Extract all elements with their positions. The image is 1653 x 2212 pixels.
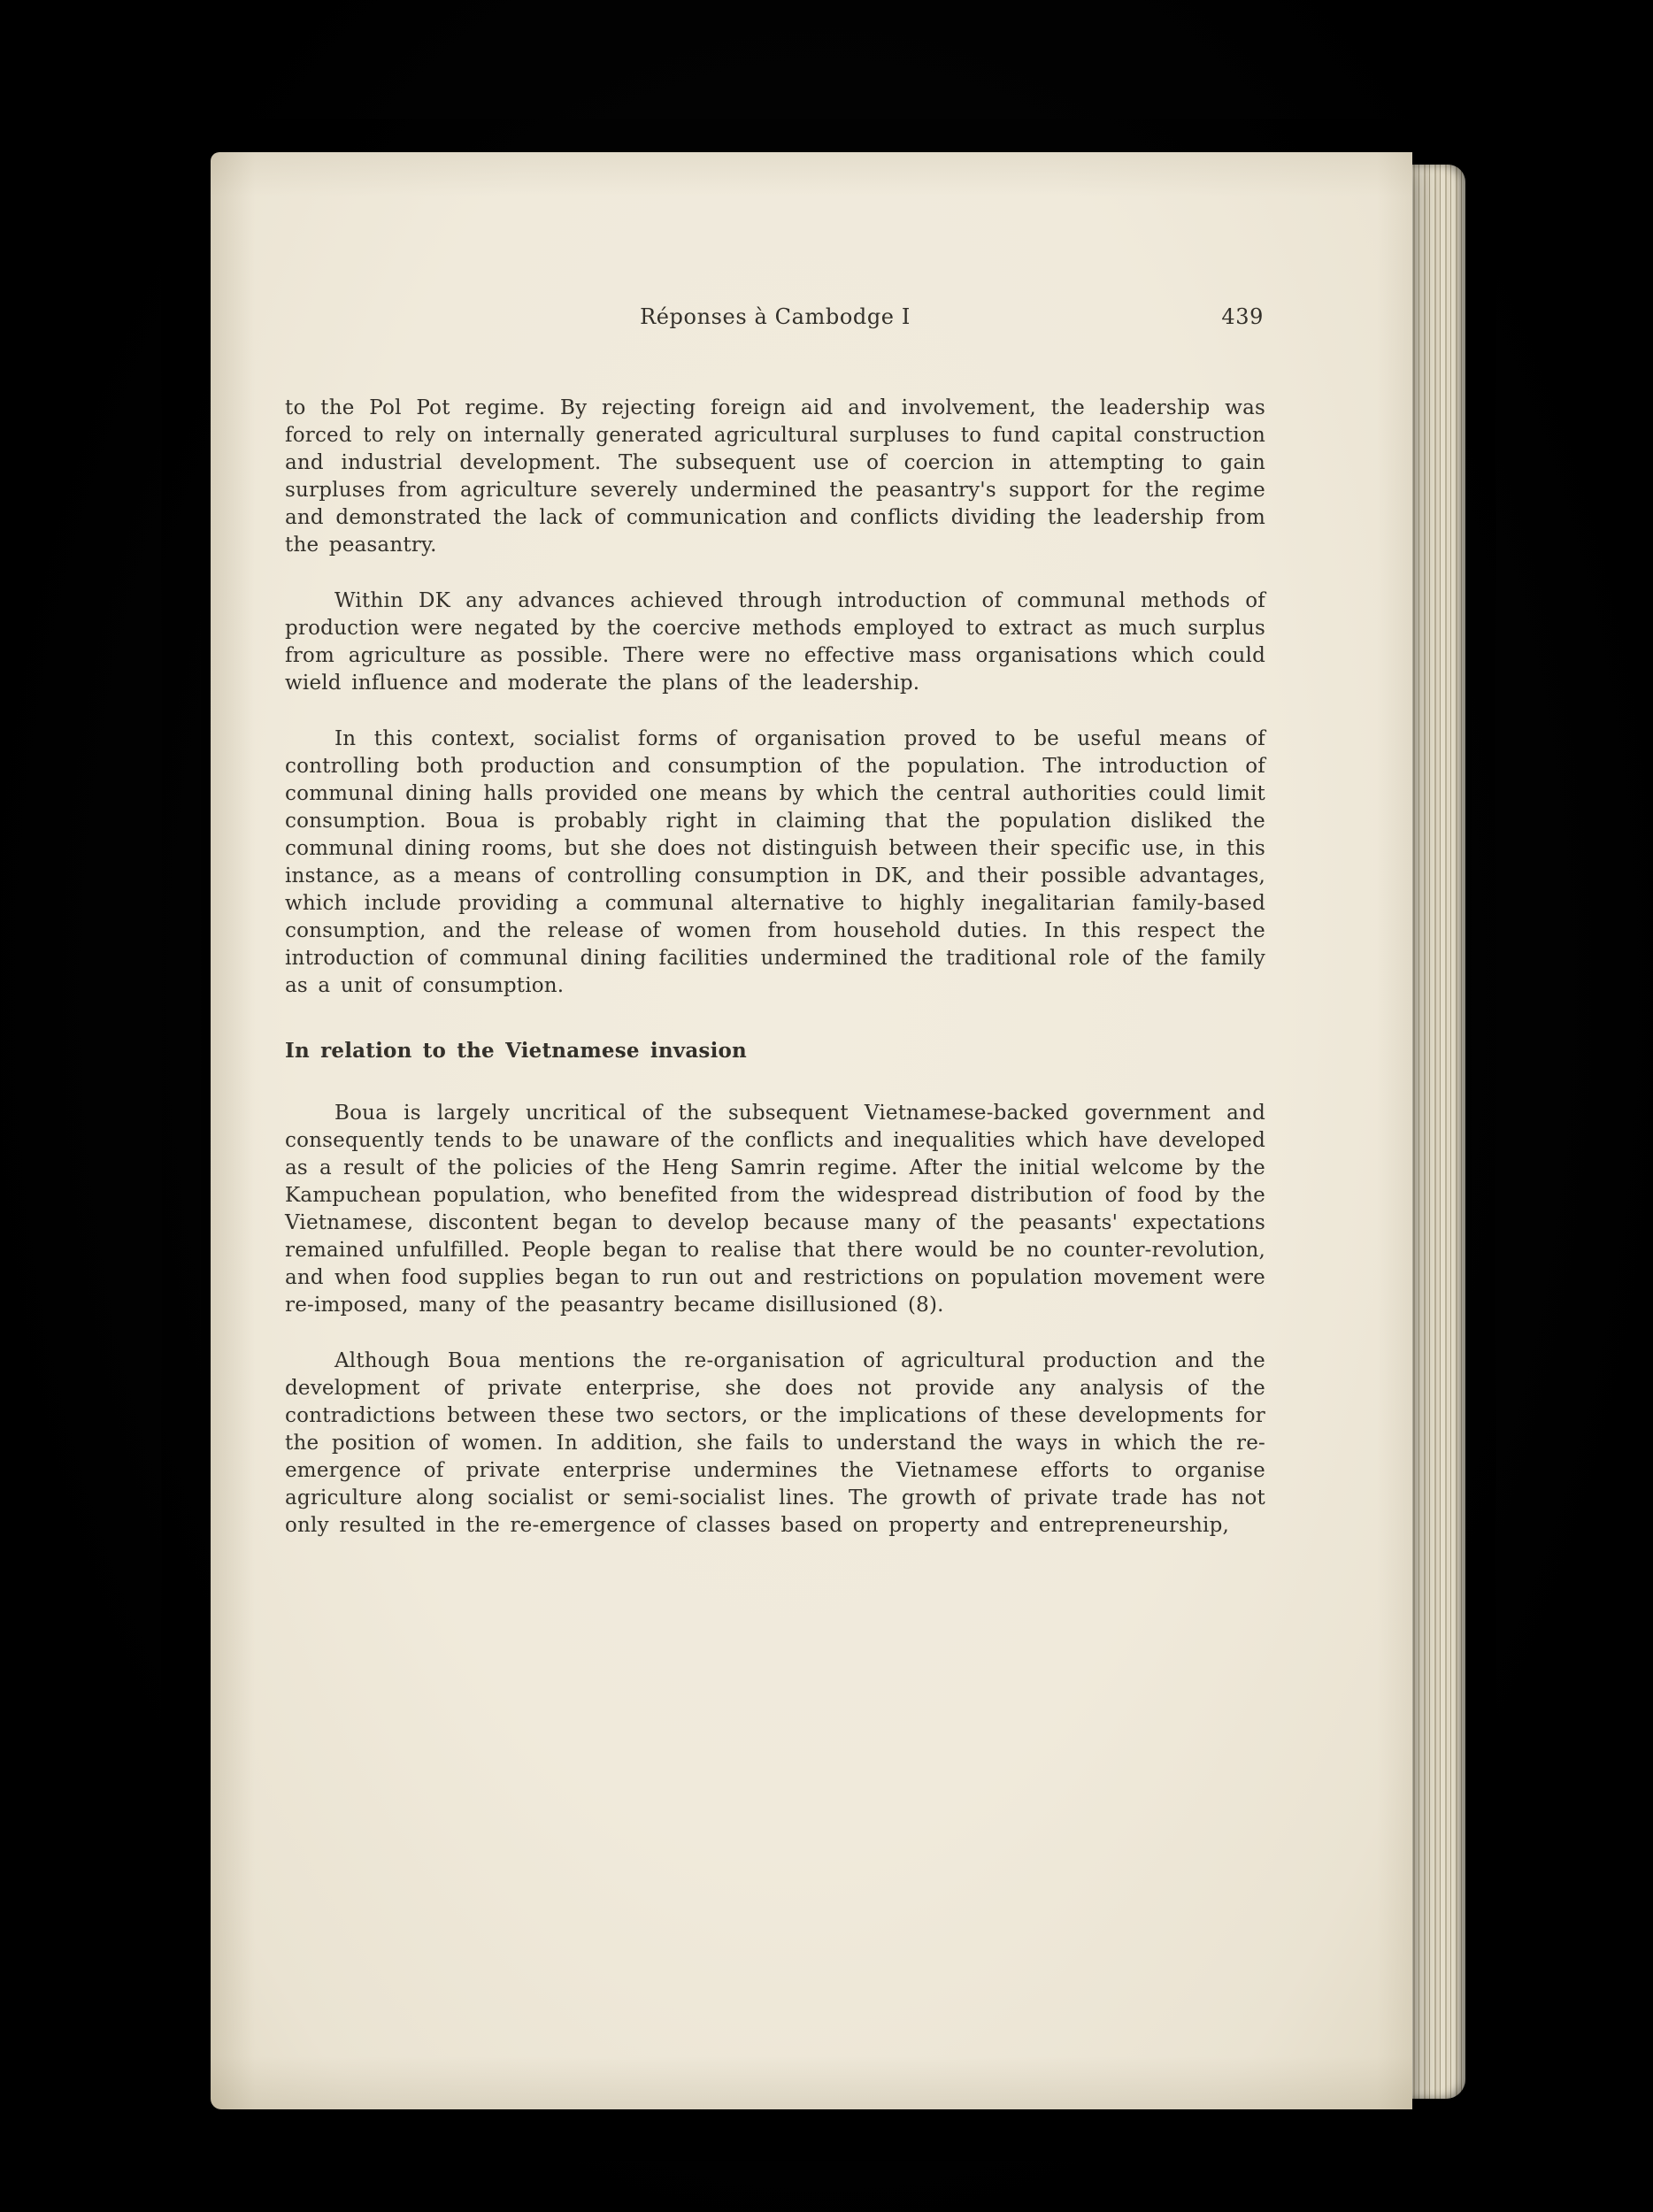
paragraph-2: Within DK any advances achieved through introduction of communal methods of production were negated by the coercive methods employed to extract as much surplus from agriculture as possible. There were no effective mass organisations which could wield influence and moderate the plans of the leadership. bbox=[285, 589, 1265, 695]
section-heading: In relation to the Vietnamese invasion bbox=[285, 1039, 747, 1063]
paragraph-5: Although Boua mentions the re-organisation of agricultural production and the development of private enterprise, she does not provide any analysis of the contradictions between these two sectors, or the implications of these developments for the position of women. In addition, she fails to understand the ways in which the re-emergence of private enterprise undermines the Vietnamese efforts to organise agriculture along socialist or semi-socialist lines. The growth of private trade has not only resulted in the re-emergence of classes based on property and entrepreneurship, bbox=[285, 1349, 1265, 1537]
paragraph-1: to the Pol Pot regime. By rejecting foreign aid and involvement, the leadership was forced to rely on internally generated agricultural surpluses to fund capital construction and industrial development. The subsequent use of coercion in attempting to gain surpluses from agriculture severely undermined the peasantry's support for the regime and demonstrated the lack of communication and conflicts dividing the leadership from the peasantry. bbox=[285, 396, 1265, 557]
page-content bbox=[285, 304, 1265, 1568]
page-edge-stack bbox=[1409, 165, 1465, 2099]
book-page bbox=[211, 152, 1412, 2109]
page-header bbox=[285, 304, 1265, 333]
page-body bbox=[285, 395, 1265, 1540]
paragraph-4: Boua is largely uncritical of the subsequent Vietnamese-backed government and consequently tends to be unaware of the conflicts and inequalities which have developed as a result of the policies of the Heng Samrin regime. After the initial welcome by the Kampuchean population, who benefited from the widespread distribution of food by the Vietnamese, discontent began to develop because many of the peasants' expectations remained unfulfilled. People began to realise that there would be no counter-revolution, and when food supplies began to run out and restrictions on population movement were re-imposed, many of the peasantry became disillusioned (8). bbox=[285, 1102, 1265, 1317]
paragraph-3: In this context, socialist forms of organisation proved to be useful means of controlling both production and consumption of the population. The introduction of communal dining halls provided one means by which the central authorities could limit consumption. Boua is probably right in claiming that the population disliked the communal dining rooms, but she does not distinguish between their specific use, in this instance, as a means of controlling consumption in DK, and their possible advantages, which include providing a communal alternative to highly inegalitarian family-based consumption, and the release of women from household duties. In this respect the introduction of communal dining facilities undermined the traditional role of the family as a unit of consumption. bbox=[285, 727, 1265, 997]
running-title: Réponses à Cambodge I bbox=[640, 304, 911, 329]
page-number: 439 bbox=[1221, 304, 1264, 329]
